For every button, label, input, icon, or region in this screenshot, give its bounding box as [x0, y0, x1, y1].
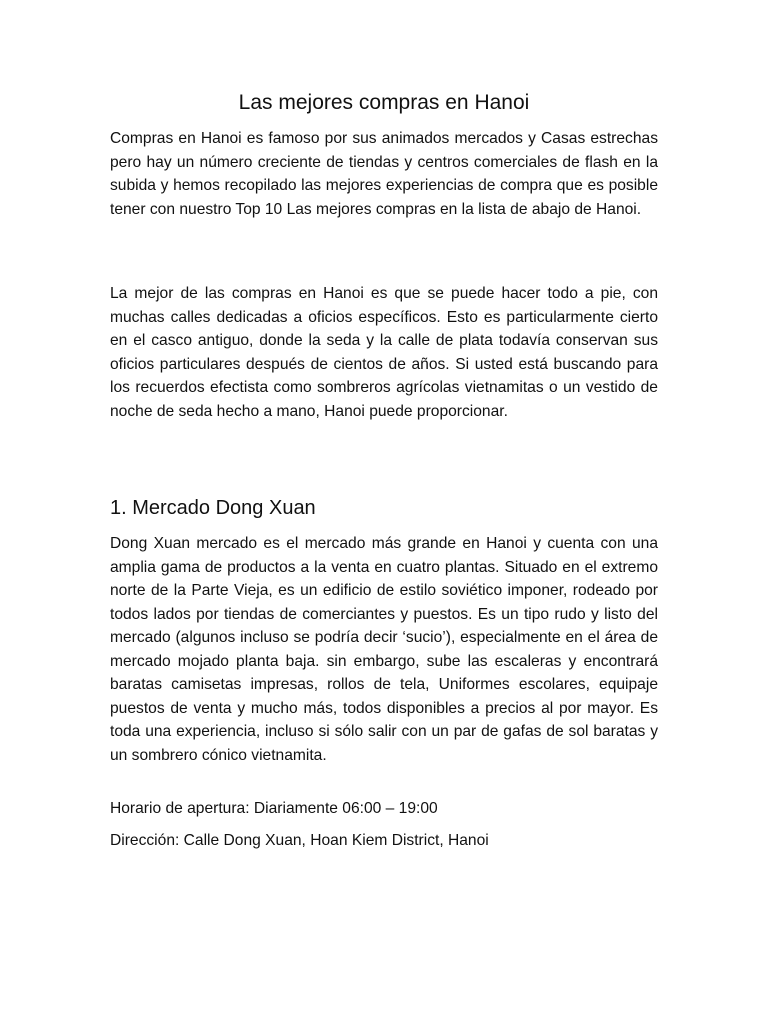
opening-hours: Horario de apertura: Diariamente 06:00 – 19:00	[110, 800, 438, 817]
section-body: Dong Xuan mercado es el mercado más grande en Hanoi y cuenta con una amplia gama de productos a la venta en cuatro plantas. Situado en el extremo norte de la Parte Vieja, es un edificio de estilo soviético imponer, rodeado por todos lados por tiendas de comerciantes y puestos. Es un tipo rudo y listo del mercado (algunos incluso se podría decir ‘sucio’), especialmente en el área de mercado mojado planta baja. sin embargo, sube las escaleras y encontrará baratas camisetas impresas, rollos de tela, Uniformes escolares, equipaje puestos de venta y mucho más, todos disponibles a precios al por mayor. Es toda una experiencia, incluso si sólo salir con un par de gafas de sol baratas y un sombrero cónico vietnamita.	[110, 535, 658, 764]
document-title: Las mejores compras en Hanoi	[238, 91, 530, 114]
intro-paragraph: Compras en Hanoi es famoso por sus animados mercados y Casas estrechas pero hay un número creciente de tiendas y centros comerciales de flash en la subida y hemos recopilado las mejores experiencias de compra que es posible tener con nuestro Top 10 Las mejores compras en la lista de abajo de Hanoi.	[110, 130, 658, 218]
section-heading: 1. Mercado Dong Xuan	[110, 497, 316, 519]
second-paragraph: La mejor de las compras en Hanoi es que se puede hacer todo a pie, con muchas calles dedicadas a oficios específicos. Esto es particularmente cierto en el casco antiguo, donde la seda y la calle de plata todavía conservan sus oficios particulares después de cientos de años. Si usted está buscando para los recuerdos efectista como sombreros agrícolas vietnamitas o un vestido de noche de seda hecho a mano, Hanoi puede proporcionar.	[110, 285, 658, 420]
address: Dirección: Calle Dong Xuan, Hoan Kiem District, Hanoi	[110, 832, 489, 849]
